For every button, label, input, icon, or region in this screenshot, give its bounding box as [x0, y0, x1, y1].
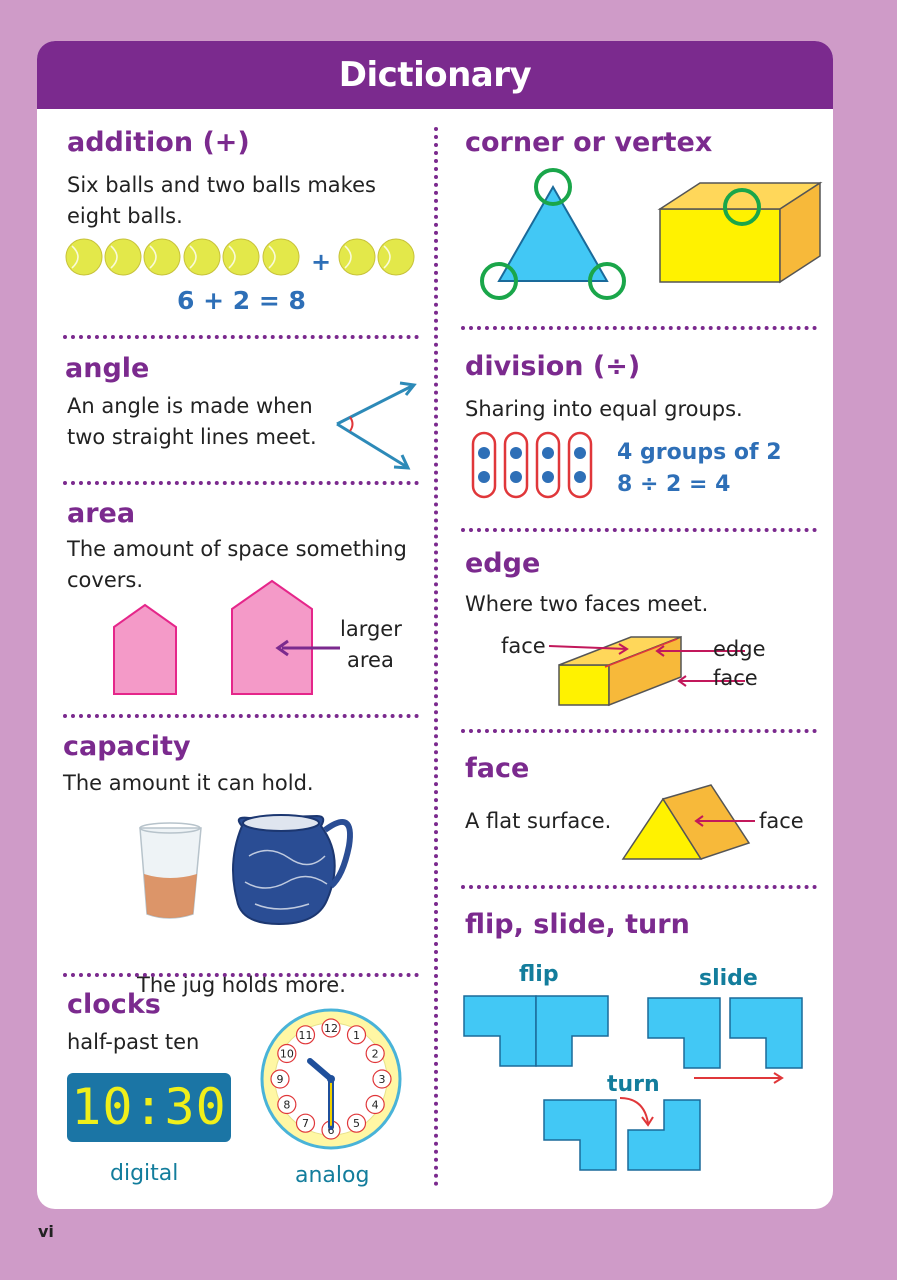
clock-number: 2: [371, 1047, 379, 1061]
addition-desc-line2: eight balls.: [67, 204, 183, 228]
separator: [461, 326, 817, 330]
area-desc-line1: The amount of space something: [67, 537, 407, 561]
area-desc-line2: covers.: [67, 568, 143, 592]
term-corner-or-vertex: corner or vertex: [465, 127, 713, 158]
term-flip-slide-turn: flip, slide, turn: [465, 909, 690, 940]
angle-illustration: [332, 381, 422, 476]
edge-desc: Where two faces meet.: [465, 592, 709, 616]
clock-number: 10: [279, 1047, 294, 1061]
term-division: division (÷): [465, 351, 641, 382]
capacity-caption: The jug holds more.: [137, 973, 346, 997]
glass-and-jug-illustration: [137, 796, 362, 926]
division-groups-illustration: [471, 431, 596, 501]
addition-plus-sign: +: [311, 248, 332, 276]
page-number: vi: [38, 1222, 54, 1241]
division-desc: Sharing into equal groups.: [465, 397, 743, 421]
term-capacity: capacity: [63, 731, 191, 762]
term-edge: edge: [465, 548, 541, 579]
angle-desc-line2: two straight lines meet.: [67, 425, 317, 449]
tennis-balls-illustration: [65, 236, 425, 281]
clock-number: 5: [353, 1117, 360, 1131]
separator: [63, 714, 419, 718]
clock-number: 6: [327, 1124, 335, 1137]
division-line1: 4 groups of 2: [617, 440, 782, 465]
separator: [63, 973, 419, 977]
digital-clock-display: 10:30: [67, 1073, 231, 1142]
edge-label-face-left: face: [501, 634, 546, 658]
page-title: Dictionary: [37, 41, 833, 109]
face-desc: A flat surface.: [465, 809, 612, 833]
angle-desc-line1: An angle is made when: [67, 394, 313, 418]
area-label-line2: area: [347, 648, 394, 672]
clock-number: 7: [302, 1117, 309, 1131]
edge-label-edge: edge: [713, 637, 766, 661]
transformations-illustration: [464, 993, 833, 1178]
flip-label: flip: [519, 962, 559, 987]
clock-number: 1: [353, 1028, 360, 1042]
term-face: face: [465, 753, 530, 784]
separator: [461, 729, 817, 733]
term-area: area: [67, 498, 136, 529]
clock-number: 11: [298, 1028, 313, 1042]
slide-label: slide: [699, 966, 758, 991]
edge-prism-illustration: [547, 631, 717, 711]
division-line2: 8 ÷ 2 = 4: [617, 472, 731, 497]
addition-desc-line1: Six balls and two balls makes: [67, 173, 376, 197]
analog-label: analog: [295, 1163, 370, 1188]
vertex-illustration: [475, 169, 815, 304]
column-divider: [434, 127, 438, 1187]
capacity-desc: The amount it can hold.: [63, 771, 314, 795]
area-label-line1: larger: [340, 617, 402, 641]
edge-label-face-right: face: [713, 666, 758, 690]
clock-number: 3: [378, 1073, 386, 1086]
digital-label: digital: [110, 1161, 179, 1186]
separator: [63, 481, 419, 485]
clock-number: 4: [371, 1098, 379, 1112]
term-angle: angle: [65, 353, 150, 384]
clock-number: 8: [283, 1098, 291, 1112]
separator: [461, 528, 817, 532]
turn-label: turn: [607, 1072, 660, 1097]
face-label: face: [759, 809, 804, 833]
clock-number: 12: [324, 1022, 338, 1035]
separator: [63, 335, 419, 339]
clock-number: 9: [276, 1073, 284, 1086]
separator: [461, 885, 817, 889]
addition-equation: 6 + 2 = 8: [177, 286, 306, 315]
clocks-desc: half-past ten: [67, 1030, 200, 1054]
dictionary-card: [37, 41, 833, 1209]
term-addition: addition (+): [67, 127, 250, 158]
analog-clock: [259, 1007, 403, 1151]
term-clocks: clocks: [67, 989, 161, 1020]
